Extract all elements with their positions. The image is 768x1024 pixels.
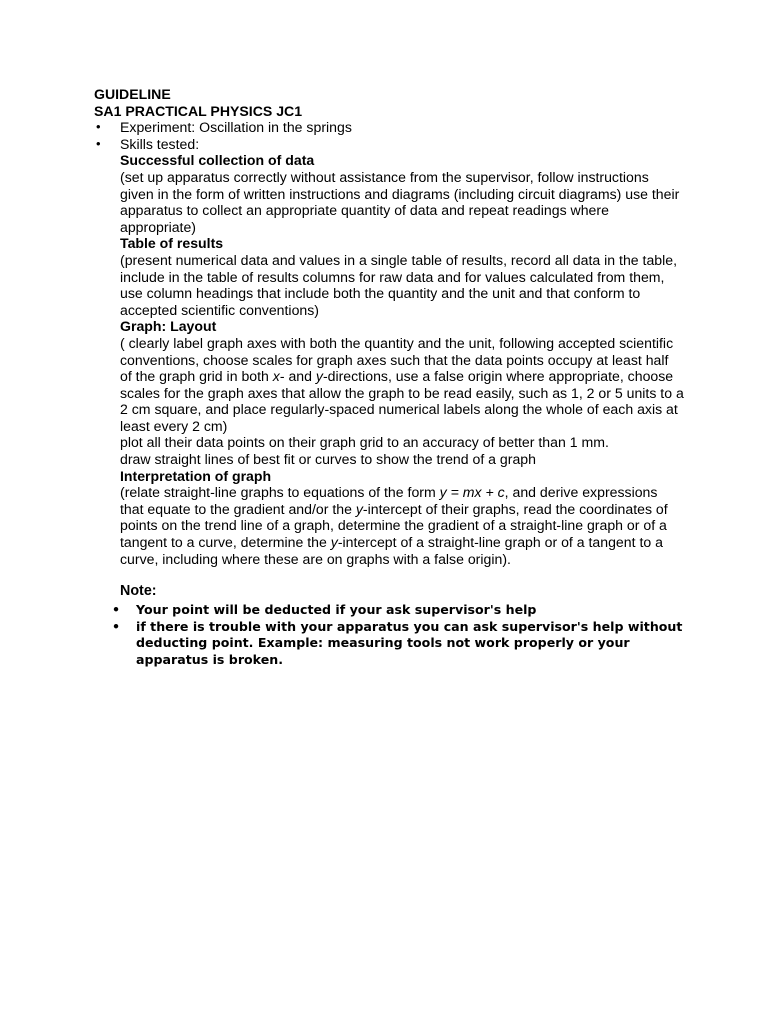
text-run: ( clearly label graph axes with both the quantity and the unit, following accepted scientific conventions, choose scales for graph axes such that the data points occupy at least half of the graph grid in both — [120, 334, 674, 385]
note-section — [94, 583, 684, 669]
text-run: -directions, use a false origin where appropriate, choose scales for the graph axes that allow the graph to be read easily, such as 1, 2 or 5 units to a 2 cm square, and place regularly-spaced numerical labels along the whole of each axis at least every 2 cm) — [120, 368, 684, 434]
section-body-interpretation — [120, 484, 684, 567]
italic-variable: y — [355, 500, 363, 517]
guideline-list — [94, 119, 684, 567]
experiment-text: Experiment: Oscillation in the springs — [120, 119, 352, 136]
note-list — [120, 602, 684, 669]
experiment-item — [94, 119, 684, 136]
graph-trend-line: draw straight lines of best fit or curves to show the trend of a graph — [120, 451, 536, 468]
section-heading-graph-layout: Graph: Layout — [120, 318, 217, 335]
italic-equation: y = mx + c — [439, 484, 505, 501]
section-body-data-collection: (set up apparatus correctly without assistance from the supervisor, follow instructions given in the form of written instructions and diagrams (including circuit diagrams) use their apparatus to collect an appropriate quantity of data and repeat readings where appropriate) — [120, 168, 680, 235]
document-heading: GUIDELINE — [94, 86, 171, 102]
text-run: -intercept of a straight-line graph or of a tangent to a curve, including where these are on graphs with a false origin). — [120, 534, 663, 567]
section-heading-table-of-results: Table of results — [120, 235, 224, 252]
text-run: (relate straight-line graphs to equations of the form — [120, 484, 440, 501]
italic-variable: y — [315, 368, 323, 385]
document-subheading: SA1 PRACTICAL PHYSICS JC1 — [94, 102, 303, 119]
italic-variable: y — [330, 534, 338, 551]
skills-item — [94, 136, 684, 567]
document-body — [94, 86, 684, 669]
section-body-graph-layout — [120, 335, 684, 435]
note-heading: Note: — [120, 583, 157, 600]
graph-plot-line: plot all their data points on their graph grid to an accuracy of better than 1 mm. — [120, 434, 609, 451]
section-body-table-of-results: (present numerical data and values in a single table of results, record all data in the table, include in the table of results columns for raw data and for values calculated from them, use column headings that include both the quantity and the unit and that conform to accepted scientific conventions) — [120, 251, 678, 318]
text-run: - and — [279, 368, 316, 385]
italic-variable: x — [272, 368, 280, 385]
note-item: • if there is trouble with your apparatus you can ask supervisor's help without deducting point. Example: measuring tools not work properly or your apparatus is broken. — [116, 619, 684, 669]
section-heading-interpretation: Interpretation of graph — [120, 467, 272, 484]
text-run: , and derive expressions that equate to the gradient and/or the — [120, 484, 658, 517]
text-run: -intercept of their graphs, read the coordinates of points on the trend line of a graph, determine the gradient of a straight-line graph or of a tangent to a curve, determine the — [120, 500, 668, 551]
section-heading-data-collection: Successful collection of data — [120, 152, 315, 169]
note-item: • Your point will be deducted if your ask supervisor's help — [116, 602, 684, 619]
skills-label: • Skills tested: — [120, 135, 200, 152]
